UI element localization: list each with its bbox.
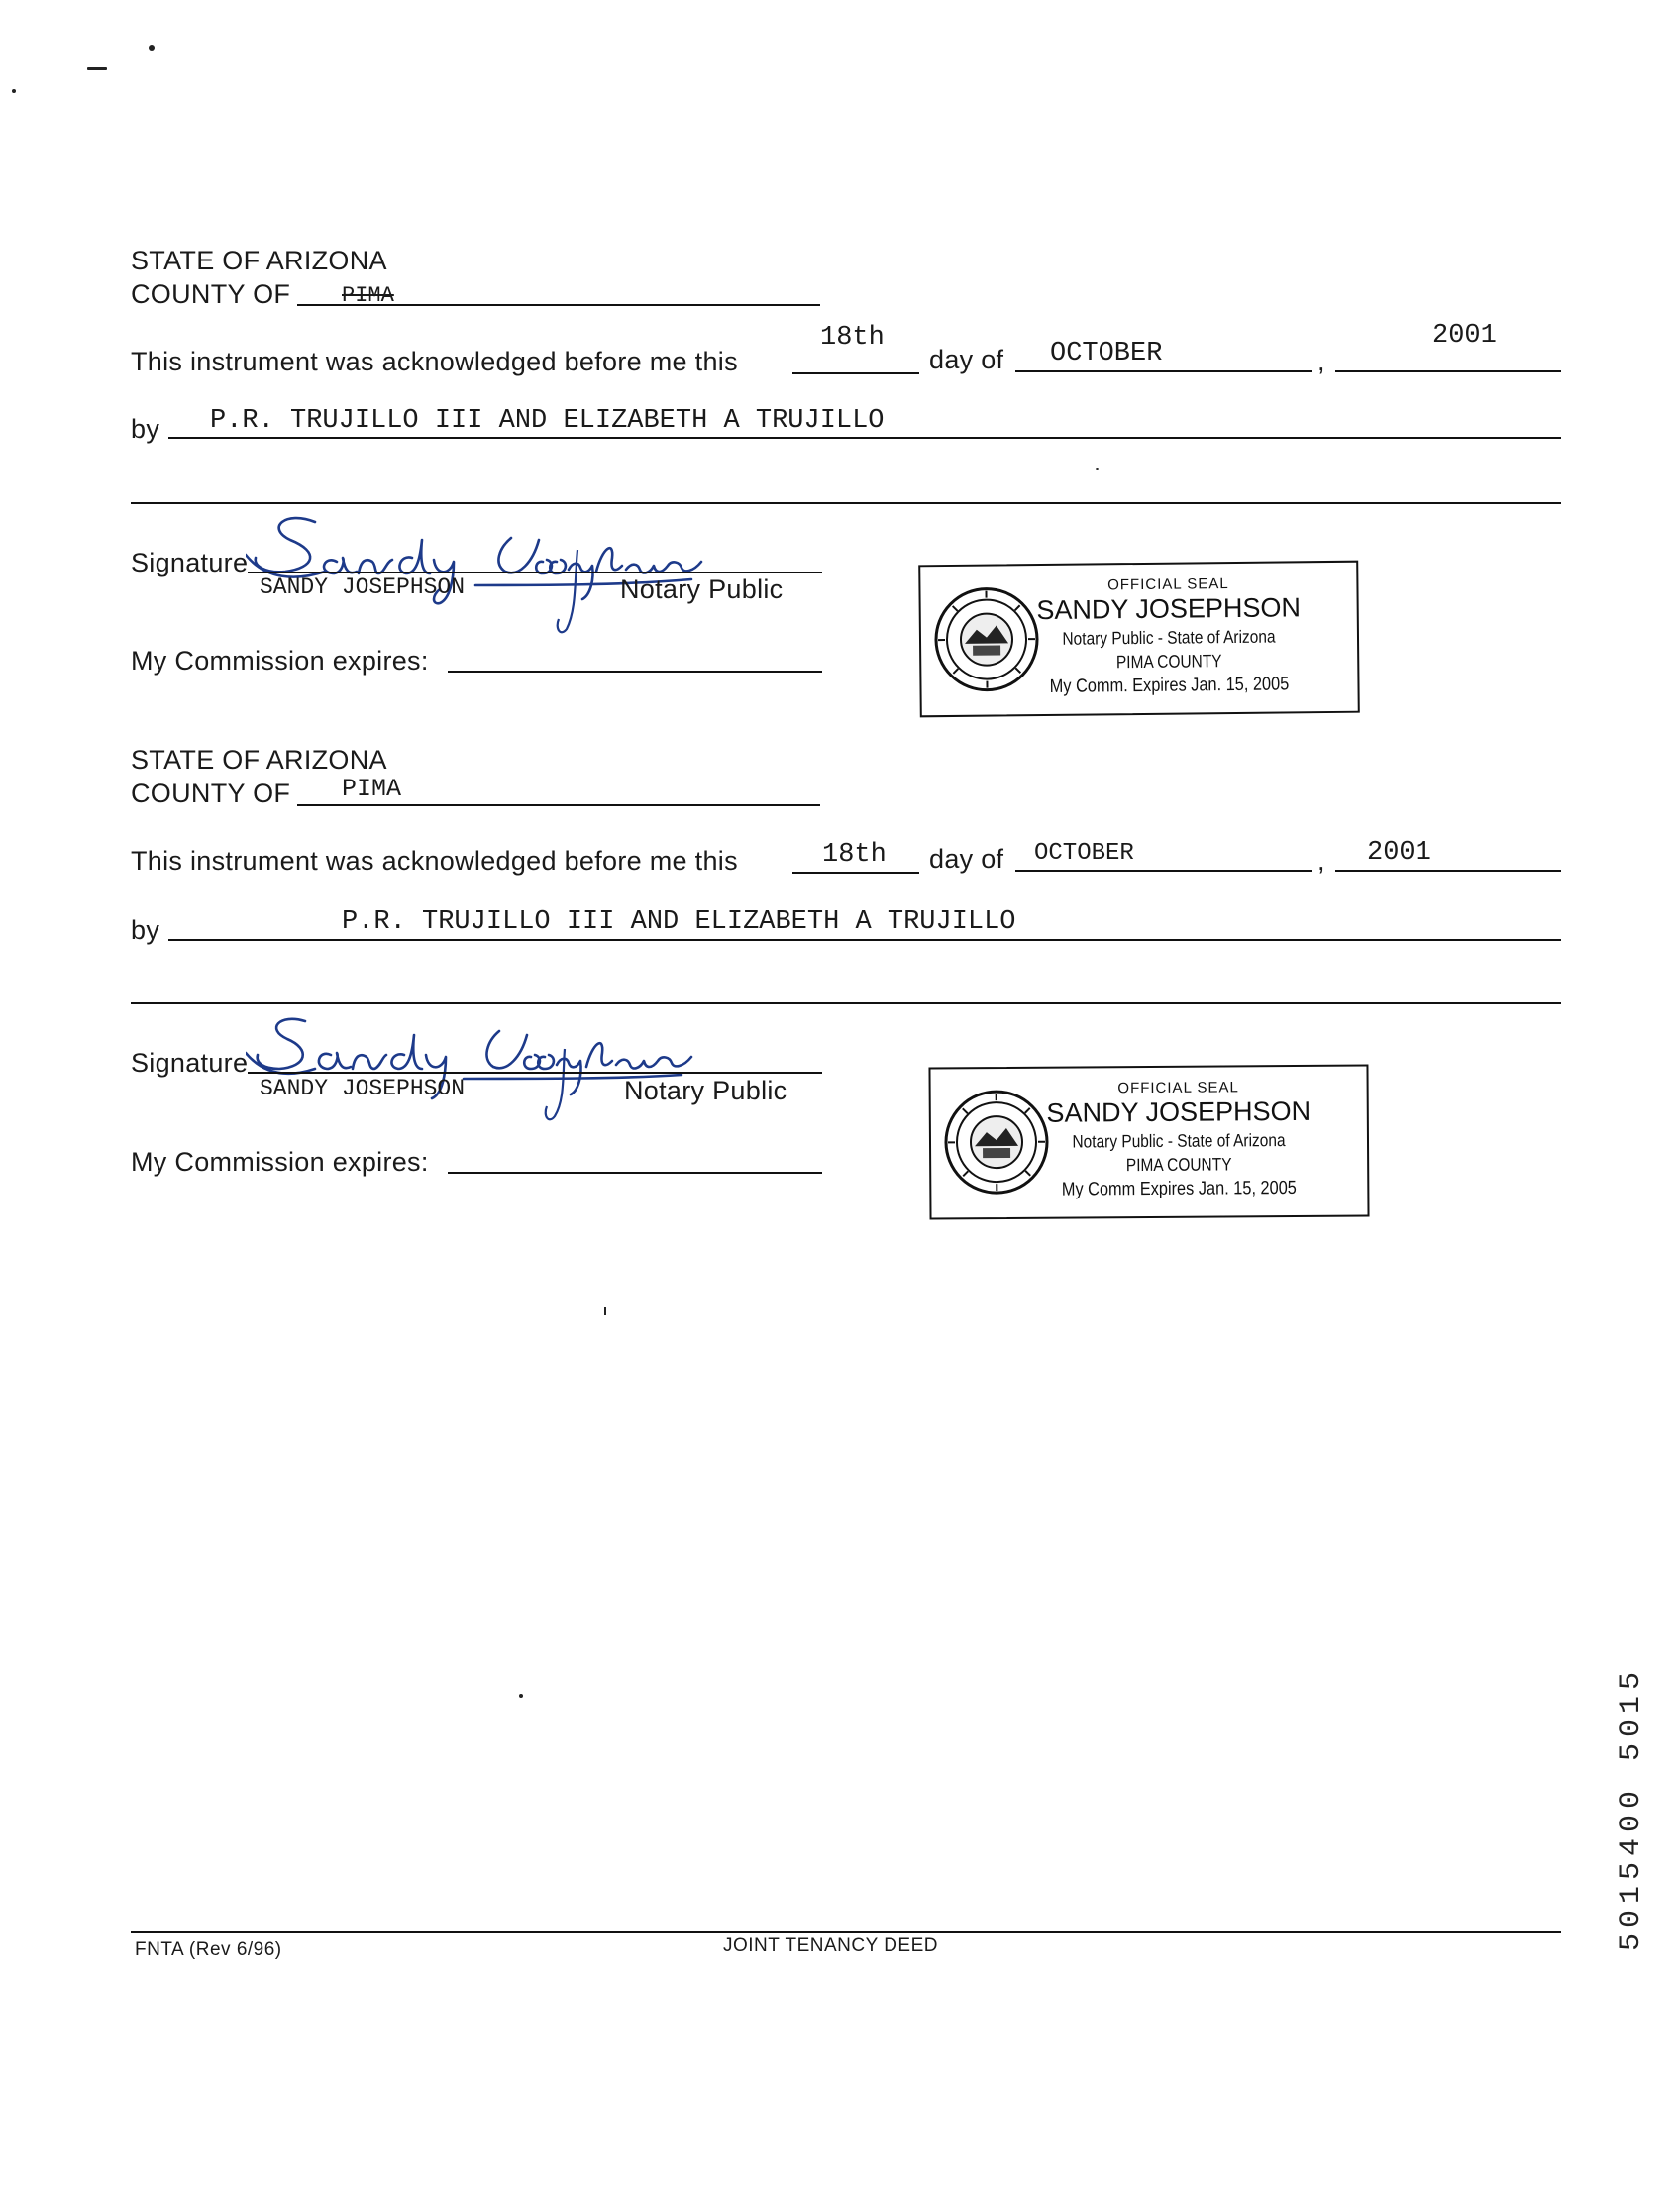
seal-line-3: My Comm. Expires Jan. 15, 2005 <box>1049 674 1290 697</box>
comma: , <box>1317 347 1325 376</box>
year-line <box>1335 870 1561 872</box>
county-line <box>297 804 820 806</box>
notary-seal-stamp <box>928 1064 1369 1219</box>
commission-line <box>448 1172 822 1174</box>
day-line <box>792 372 919 374</box>
year-value: 2001 <box>1432 321 1497 351</box>
blank-line <box>131 1002 1561 1004</box>
day-of-label: day of <box>929 345 1004 374</box>
state-heading: STATE OF ARIZONA <box>131 745 387 775</box>
acknowledgment-text: This instrument was acknowledged before me this <box>131 347 738 376</box>
by-value: P.R. TRUJILLO III AND ELIZABETH A TRUJILLO <box>210 406 885 436</box>
signature-label: Signature <box>131 1048 249 1078</box>
seal-name: SANDY JOSEPHSON <box>1046 1095 1312 1128</box>
by-value: P.R. TRUJILLO III AND ELIZABETH A TRUJILLO <box>342 907 1016 937</box>
county-label: COUNTY OF <box>131 779 291 808</box>
document-title: JOINT TENANCY DEED <box>723 1935 938 1956</box>
scan-speck <box>604 1307 606 1315</box>
signature-label: Signature <box>131 548 249 577</box>
by-line <box>168 939 1561 941</box>
seal-line-3: My Comm Expires Jan. 15, 2005 <box>1061 1177 1297 1200</box>
signature-line <box>248 1072 822 1074</box>
seal-line-2: PIMA COUNTY <box>1115 651 1222 673</box>
notary-name: SANDY JOSEPHSON <box>260 574 466 600</box>
scan-speck <box>519 1694 523 1698</box>
seal-line-1: Notary Public - State of Arizona <box>1062 626 1276 649</box>
notary-name: SANDY JOSEPHSON <box>260 1076 466 1101</box>
comma: , <box>1317 846 1325 876</box>
seal-header: OFFICIAL SEAL <box>1107 575 1229 594</box>
scan-speck <box>87 67 107 70</box>
county-label: COUNTY OF <box>131 279 291 309</box>
by-label: by <box>131 915 160 945</box>
month-value: OCTOBER <box>1034 840 1134 867</box>
notary-title: Notary Public <box>620 574 784 604</box>
month-value: OCTOBER <box>1050 339 1163 368</box>
commission-line <box>448 671 822 673</box>
month-line <box>1015 370 1312 372</box>
county-value: PIMA <box>342 283 394 308</box>
state-heading: STATE OF ARIZONA <box>131 246 387 275</box>
footer-rule <box>131 1931 1561 1933</box>
acknowledgment-text: This instrument was acknowledged before me this <box>131 846 738 876</box>
day-value: 18th <box>820 323 885 353</box>
notary-title: Notary Public <box>624 1076 788 1105</box>
seal-header: OFFICIAL SEAL <box>1117 1079 1239 1097</box>
signature-line <box>248 572 822 573</box>
notary-seal-stamp <box>918 561 1360 718</box>
commission-label: My Commission expires: <box>131 646 429 676</box>
form-code: FNTA (Rev 6/96) <box>135 1939 282 1960</box>
county-value: PIMA <box>342 775 402 803</box>
seal-line-1: Notary Public - State of Arizona <box>1072 1130 1286 1152</box>
scan-speck <box>149 45 155 51</box>
day-of-label: day of <box>929 844 1004 874</box>
scan-speck <box>12 89 16 93</box>
day-value: 18th <box>822 840 887 870</box>
commission-label: My Commission expires: <box>131 1147 429 1177</box>
by-label: by <box>131 414 160 444</box>
day-line <box>792 872 919 874</box>
margin-recording-stamp: 5015400 5015 <box>1615 1665 1648 1951</box>
by-line <box>168 437 1561 439</box>
seal-line-2: PIMA COUNTY <box>1125 1154 1232 1176</box>
scan-speck <box>1096 468 1099 470</box>
seal-name: SANDY JOSEPHSON <box>1036 592 1302 626</box>
year-line <box>1335 370 1561 372</box>
year-value: 2001 <box>1367 838 1431 868</box>
month-line <box>1015 870 1312 872</box>
